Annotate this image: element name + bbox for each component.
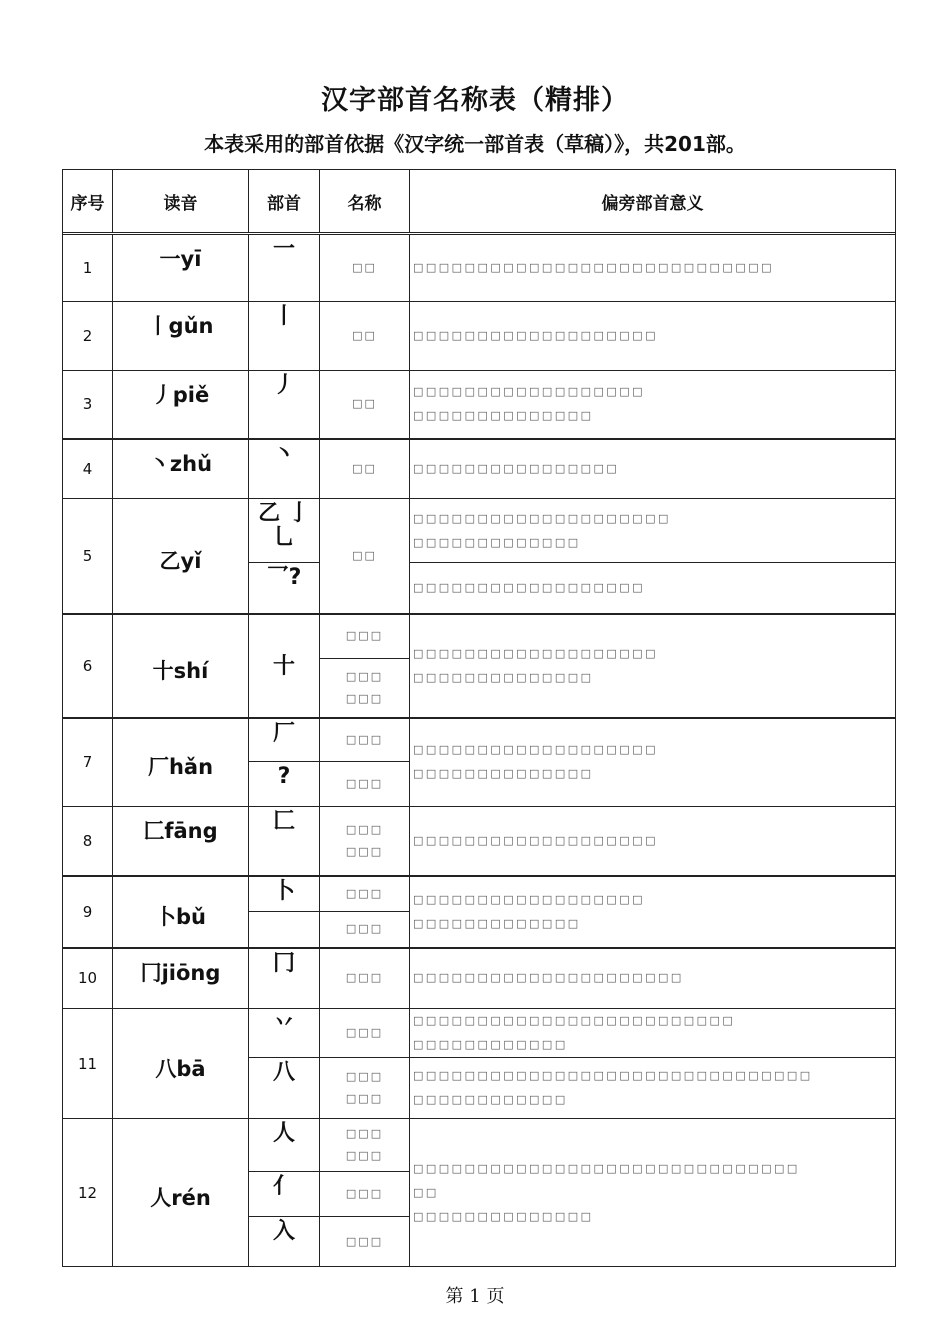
meaning-line: □□□□□□□□□□□□□□ xyxy=(413,670,594,684)
meaning-line: □□□□□□□□□□□□□□□□□□□□□□□□□□□□□□ xyxy=(413,1161,800,1175)
name-line: □□□ xyxy=(345,844,384,858)
row-name: □□ xyxy=(320,439,410,499)
row-reading: 十shí xyxy=(113,614,249,718)
row-radical-empty xyxy=(249,912,320,948)
row-radical: 丶 xyxy=(249,439,320,499)
name-line: □□□ xyxy=(345,691,384,705)
header-meaning: 偏旁部首意义 xyxy=(410,170,896,233)
meaning-line: □□□□□□□□□□□□ xyxy=(413,1038,568,1051)
name-line: □□□ xyxy=(345,1149,384,1162)
row-radical: 丨 xyxy=(249,302,320,371)
row-name: □□□ xyxy=(320,1009,410,1058)
row-meaning xyxy=(410,718,896,807)
row-name: □□ xyxy=(320,371,410,439)
page-title: 汉字部首名称表（精排） xyxy=(321,85,629,116)
row-radical: 丿 xyxy=(249,371,320,439)
table-row xyxy=(63,371,896,439)
row-meaning: □□□□□□□□□□□□□□□□□□□□□ xyxy=(410,948,896,1009)
meaning-line: □□□□□□□□□□□□□□□□□□□ xyxy=(413,743,658,757)
table-row xyxy=(63,1009,896,1058)
row-reading: 丨gǔn xyxy=(113,302,249,371)
row-radical: 丷 xyxy=(249,1009,320,1058)
name-line: □□□ xyxy=(345,1070,384,1083)
meaning-line: □□□□□□□□□□□□□□ xyxy=(413,767,594,781)
table-row xyxy=(63,718,896,762)
row-index: 3 xyxy=(63,371,113,439)
name-line: □□□ xyxy=(345,669,384,683)
row-reading: 匚fāng xyxy=(113,807,249,876)
name-line: □□□ xyxy=(345,1127,384,1140)
row-radical: 亻 xyxy=(249,1172,320,1217)
row-meaning xyxy=(410,876,896,948)
row-radical: 匚 xyxy=(249,807,320,876)
row-reading: 人rén xyxy=(113,1119,249,1267)
meaning-line: □□□□□□□□□□□□□ xyxy=(413,535,581,549)
row-reading: 厂hǎn xyxy=(113,718,249,807)
meaning-line: □□□□□□□□□□□□ xyxy=(413,1093,568,1106)
row-radical: 十 xyxy=(249,614,320,718)
meaning-line: □□ xyxy=(413,1185,439,1199)
row-name: □□□ xyxy=(320,948,410,1009)
row-radical: 厂 xyxy=(249,718,320,762)
radical-variant: 乚 xyxy=(272,525,295,550)
meaning-line: □□□□□□□□□□□□□□□□□□ xyxy=(413,385,646,399)
row-meaning: □□□□□□□□□□□□□□□□□□ xyxy=(410,563,896,614)
row-radical: 八 xyxy=(249,1058,320,1119)
row-reading: 丿piě xyxy=(113,371,249,439)
table-header xyxy=(63,170,896,233)
meaning-line: □□□□□□□□□□□□□□□□□□□ xyxy=(413,646,658,660)
row-meaning xyxy=(410,499,896,563)
row-meaning xyxy=(410,614,896,718)
table-row xyxy=(63,807,896,876)
meaning-line: □□□□□□□□□□□□□□ xyxy=(413,1209,594,1223)
row-radical: 一 xyxy=(249,235,320,302)
meaning-line: □□□□□□□□□□□□□□ xyxy=(413,409,594,423)
row-meaning xyxy=(410,1119,896,1267)
name-line: □□□ xyxy=(345,822,384,836)
row-radical: 人 xyxy=(249,1119,320,1172)
row-index: 2 xyxy=(63,302,113,371)
row-name: □□□ xyxy=(320,876,410,912)
row-name: □□ xyxy=(320,302,410,371)
row-name: □□ xyxy=(320,499,410,614)
row-meaning xyxy=(410,1009,896,1058)
row-name: □□□ xyxy=(320,762,410,807)
row-name: □□□ xyxy=(320,614,410,659)
page-subtitle: 本表采用的部首依据《汉字统一部首表（草稿）》，共201部。 xyxy=(204,132,746,156)
row-index: 12 xyxy=(63,1119,113,1267)
row-index: 1 xyxy=(63,235,113,302)
row-radical xyxy=(249,499,320,563)
row-name xyxy=(320,807,410,876)
row-reading: 丶zhǔ xyxy=(113,439,249,499)
row-radical: 卜 xyxy=(249,876,320,912)
row-meaning: □□□□□□□□□□□□□□□□□□□ xyxy=(410,807,896,876)
meaning-line: □□□□□□□□□□□□□□□□□□□□ xyxy=(413,511,671,525)
row-name: □□□ xyxy=(320,1172,410,1217)
row-index: 9 xyxy=(63,876,113,948)
row-index: 8 xyxy=(63,807,113,876)
row-radical: ? xyxy=(249,762,320,807)
row-name xyxy=(320,659,410,718)
row-meaning xyxy=(410,371,896,439)
page-number: 第 1 页 xyxy=(445,1286,505,1307)
name-line: □□□ xyxy=(345,1092,384,1105)
table-row xyxy=(63,439,896,499)
header-radical: 部首 xyxy=(249,170,320,233)
row-index: 6 xyxy=(63,614,113,718)
row-meaning: □□□□□□□□□□□□□□□□ xyxy=(410,439,896,499)
table-row xyxy=(63,614,896,659)
table-row xyxy=(63,948,896,1009)
row-name xyxy=(320,1058,410,1119)
row-reading: 冂jiōng xyxy=(113,948,249,1009)
row-reading: 乙yǐ xyxy=(113,499,249,614)
row-name: □□□ xyxy=(320,718,410,762)
row-index: 11 xyxy=(63,1009,113,1119)
header-name: 名称 xyxy=(320,170,410,233)
row-radical: 入 xyxy=(249,1217,320,1267)
row-reading: 八bā xyxy=(113,1009,249,1119)
row-index: 5 xyxy=(63,499,113,614)
row-meaning: □□□□□□□□□□□□□□□□□□□□□□□□□□□□ xyxy=(410,235,896,302)
row-index: 10 xyxy=(63,948,113,1009)
row-index: 4 xyxy=(63,439,113,499)
row-reading: 卜bǔ xyxy=(113,876,249,948)
row-reading: 一yī xyxy=(113,235,249,302)
meaning-line: □□□□□□□□□□□□□□□□□□□□□□□□□ xyxy=(413,1014,736,1027)
row-name xyxy=(320,1119,410,1172)
row-name: □□□ xyxy=(320,912,410,948)
row-index: 7 xyxy=(63,718,113,807)
table-row xyxy=(63,235,896,302)
meaning-line: □□□□□□□□□□□□□ xyxy=(413,916,581,930)
row-meaning xyxy=(410,1058,896,1119)
radical-table xyxy=(62,169,896,1267)
row-meaning: □□□□□□□□□□□□□□□□□□□ xyxy=(410,302,896,371)
row-name: □□ xyxy=(320,235,410,302)
row-name: □□□ xyxy=(320,1217,410,1267)
table-row xyxy=(63,302,896,371)
radical-variant: 乙 亅 xyxy=(258,501,310,526)
table-row xyxy=(63,1119,896,1172)
meaning-line: □□□□□□□□□□□□□□□□□□□□□□□□□□□□□□□ xyxy=(413,1069,813,1082)
table-row xyxy=(63,876,896,912)
header-reading: 读音 xyxy=(113,170,249,233)
header-index: 序号 xyxy=(63,170,113,233)
row-radical: 冂 xyxy=(249,948,320,1009)
meaning-line: □□□□□□□□□□□□□□□□□□ xyxy=(413,892,646,906)
row-radical: 乛? xyxy=(249,563,320,614)
table-row xyxy=(63,499,896,563)
